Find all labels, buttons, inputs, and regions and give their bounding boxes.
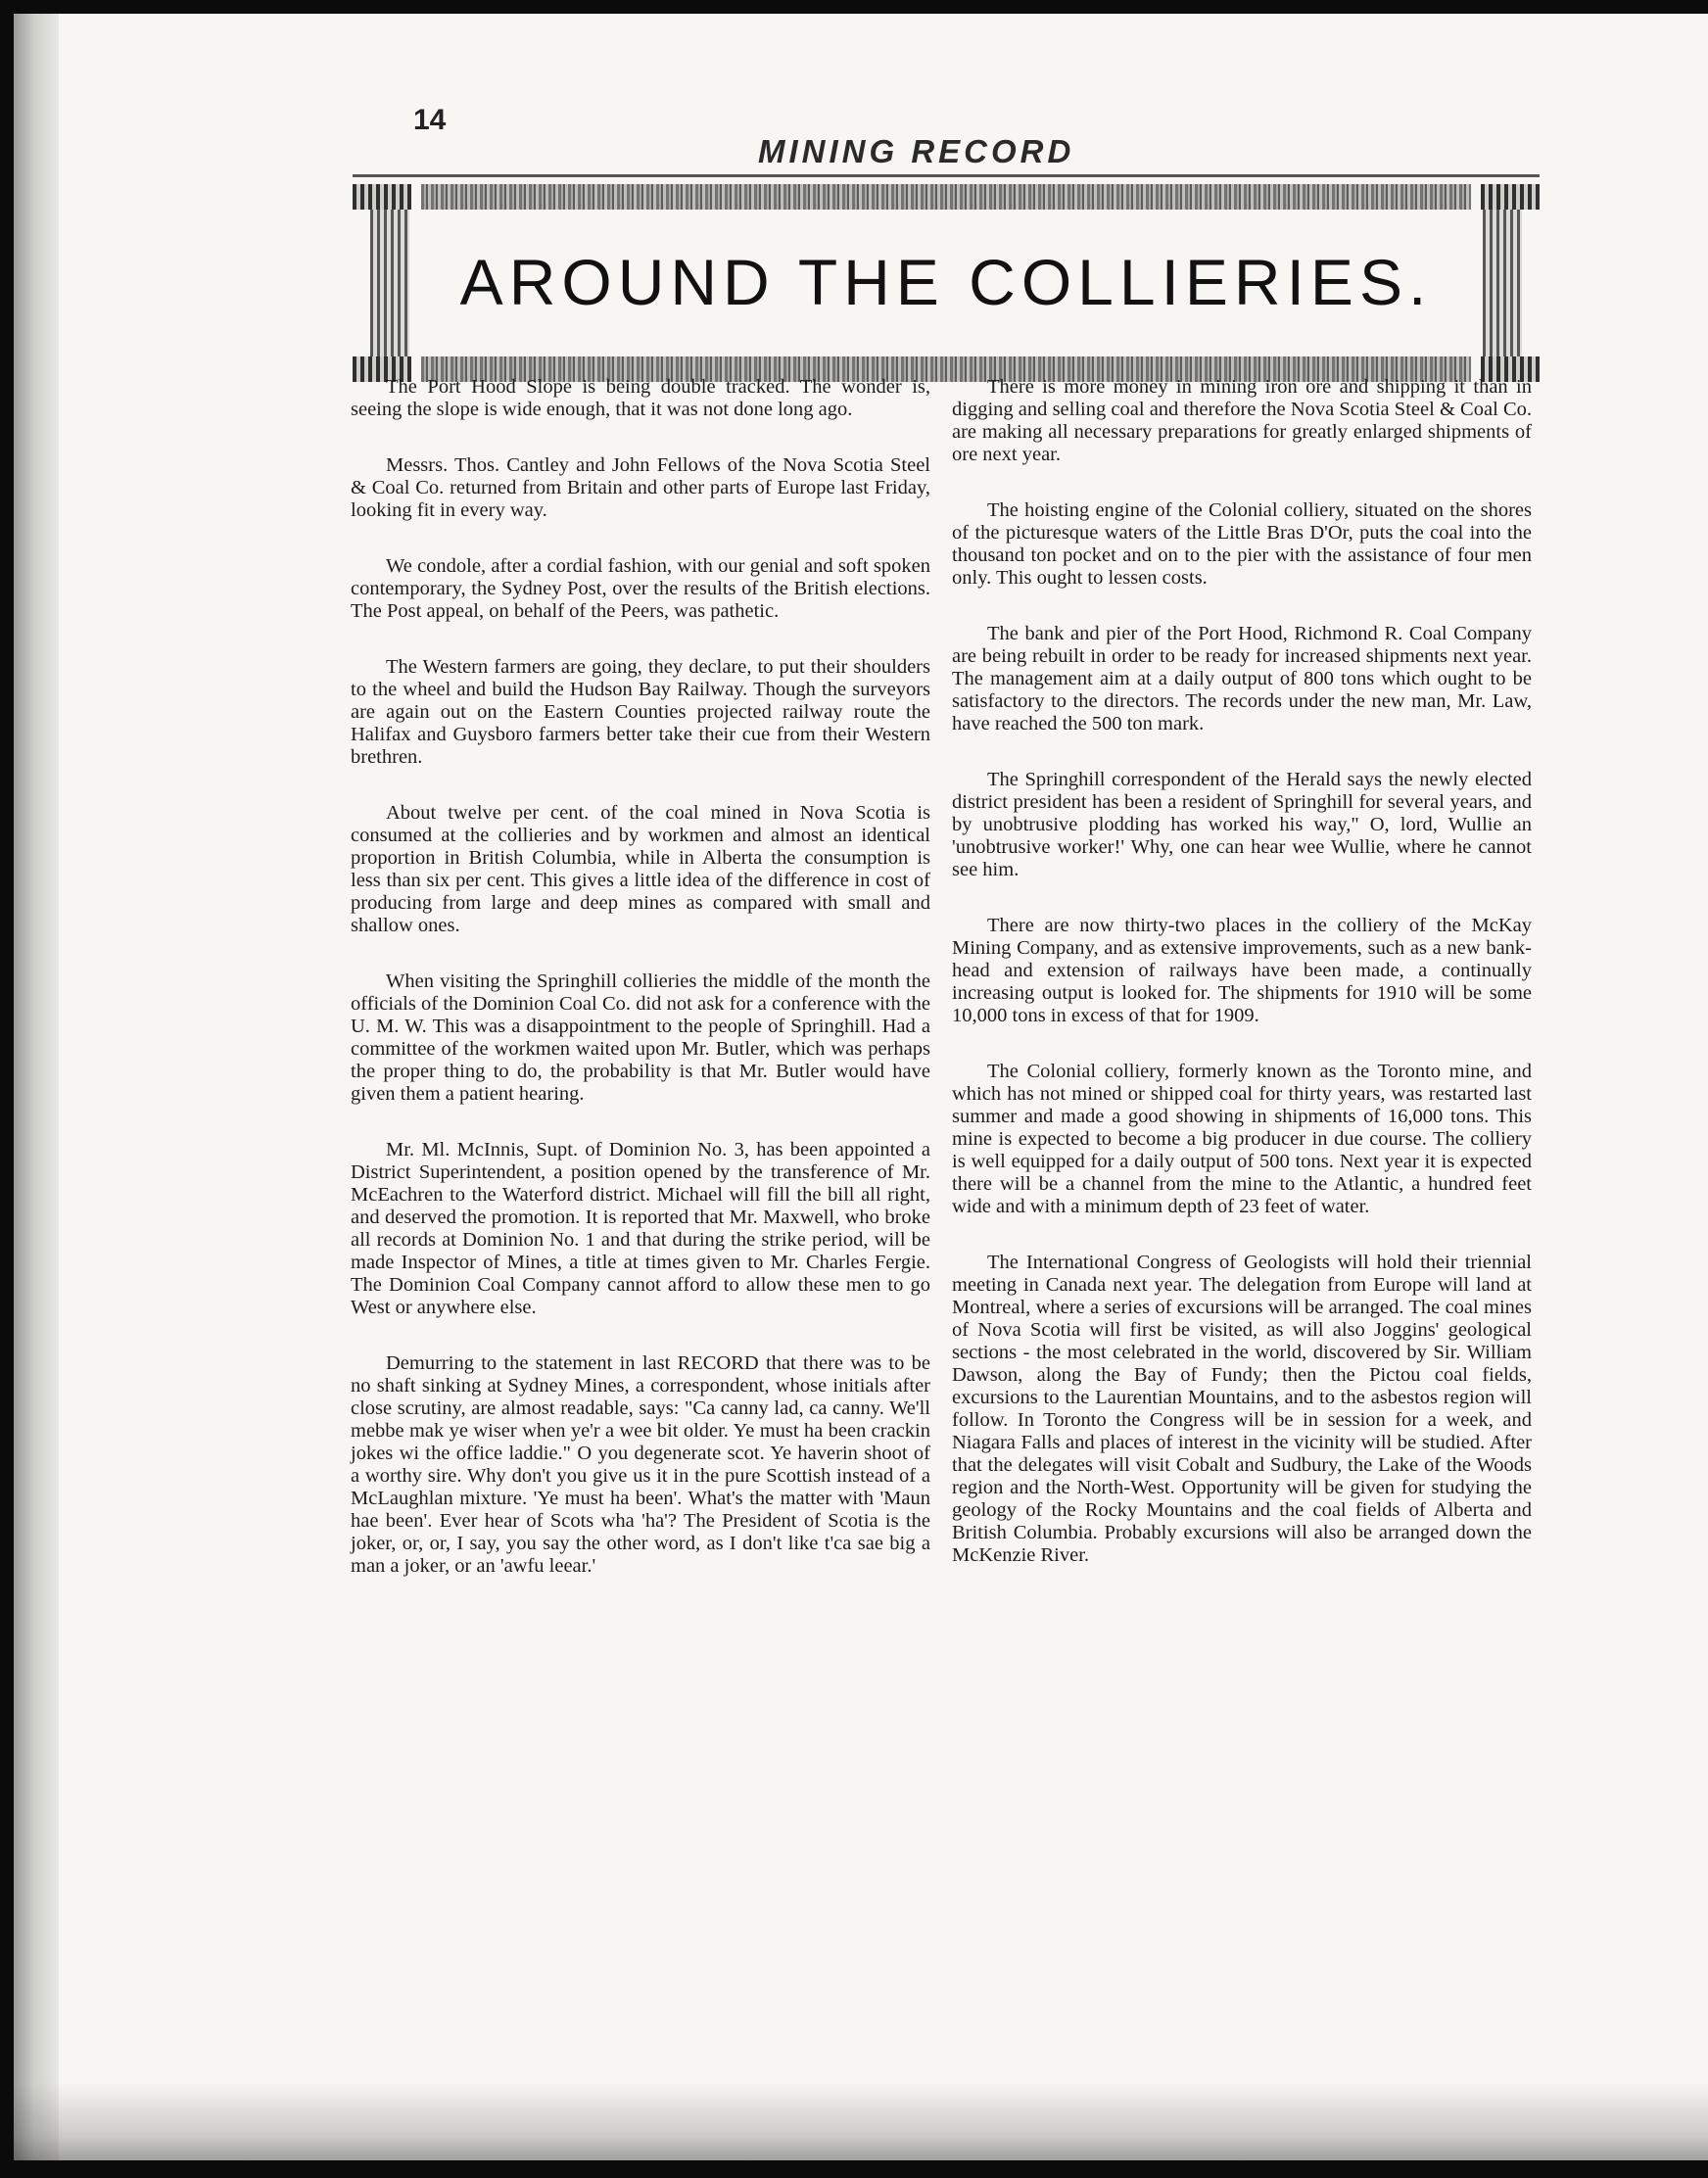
page-bottom-shadow xyxy=(14,2082,1708,2160)
section-title: AROUND THE COLLIERIES. xyxy=(459,246,1433,318)
news-item: The Colonial colliery, formerly known as the Toronto mine, and which has not mined or shipped coal for thirty years, was restarted last summer and made a good showing in shipments of 16,000 tons. This mine is expected to become a big producer in due course. The colliery is well equipped for a daily output of 500 tons. Next year it is expected there will be a channel from the mine to the Atlantic, a hundred feet wide and with a minimum depth of 23 feet of water. xyxy=(952,1061,1532,1217)
left-column xyxy=(351,376,930,1611)
banner-corner-ornament xyxy=(1481,184,1540,210)
banner-top-band xyxy=(421,184,1471,210)
running-head: MINING RECORD xyxy=(758,133,1075,169)
news-item: Mr. Ml. McInnis, Supt. of Dominion No. 3, has been appointed a District Superintendent, a position opened by the transference of Mr. McEachren to the Waterford district. Michael will fill the bill all right, and deserved the promotion. It is reported that Mr. Maxwell, who broke all records at Dominion No. 1 and that during the strike period, will be made Inspector of Mines, a title at times given to Mr. Charles Fergie. The Dominion Coal Company cannot afford to allow these men to go West or anywhere else. xyxy=(351,1139,930,1318)
right-column xyxy=(952,376,1532,1600)
news-item: Messrs. Thos. Cantley and John Fellows of the Nova Scotia Steel & Coal Co. returned from Britain and other parts of Europe last Friday, looking fit in every way. xyxy=(351,454,930,521)
header-rule xyxy=(353,174,1540,177)
news-item: Demurring to the statement in last RECORD that there was to be no shaft sinking at Sydney Mines, a correspondent, whose initials after close scrutiny, are almost readable, says: "Ca canny lad, ca canny. We'll mebbe mak ye wiser when ye'r a wee bit older. Ye must ha been crackin jokes wi the office laddie." O you degenerate scot. Ye haverin shoot of a worthy sire. Why don't you give us it in the pure Scottish instead of a McLaughlan mixture. 'Ye must ha been'. What's the matter with 'Maun hae been'. Ever hear of Scots wha 'ha'? The President of Scotia is the joker, or, or, I say, you say the other word, as I don't like t'ca sae big a man a joker, or an 'awfu leear.' xyxy=(351,1352,930,1577)
news-item: The Springhill correspondent of the Herald says the newly elected district president has been a resident of Springhill for several years, and by unobtrusive plodding has worked his way," O, lord, Wullie an 'unobtrusive worker!' Why, one can hear wee Wullie, where he cannot see him. xyxy=(952,769,1532,880)
news-item: The bank and pier of the Port Hood, Richmond R. Coal Company are being rebuilt in order to be ready for increased shipments next year. The management aim at a daily output of 800 tons which ought to be satisfactory to the directors. The records under the new man, Mr. Law, have reached the 500 ton mark. xyxy=(952,623,1532,734)
page-number: 14 xyxy=(413,104,447,136)
news-item: About twelve per cent. of the coal mined in Nova Scotia is consumed at the collieries and by workmen and almost an identical proportion in British Columbia, while in Alberta the consumption is less than six per cent. This gives a little idea of the difference in cost of producing from large and deep mines as compared with small and shallow ones. xyxy=(351,802,930,936)
news-item: The Western farmers are going, they declare, to put their shoulders to the wheel and build the Hudson Bay Railway. Though the surveyors are again out on the Eastern Counties projected railway route the Halifax and Guysboro farmers better take their cue from their Western brethren. xyxy=(351,656,930,768)
news-item: The Port Hood Slope is being double tracked. The wonder is, seeing the slope is wide enough, that it was not done long ago. xyxy=(351,376,930,420)
page-binding-shadow xyxy=(14,14,59,2160)
news-item: The International Congress of Geologists will hold their triennial meeting in Canada next year. The delegation from Europe will land at Montreal, where a series of excursions will be arranged. The coal mines of Nova Scotia will first be visited, as will also Joggins' geological sections - the most celebrated in the world, discovered by Sir. William Dawson, along the Bay of Fundy; then the Pictou coal fields, excursions to the Laurentian Mountains, and to the asbestos region will follow. In Toronto the Congress will be in session for a week, and Niagara Falls and places of interest in the vicinity will be studied. After that the delegates will visit Cobalt and Sudbury, the Lake of the Woods region and the North-West. Opportunity will be given for studying the geology of the Rocky Mountains and the coal fields of Alberta and British Columbia. Probably excursions will also be arranged down the McKenzie River. xyxy=(952,1252,1532,1566)
document-page xyxy=(14,14,1708,2160)
news-item: We condole, after a cordial fashion, with our genial and soft spoken contemporary, the Sydney Post, over the results of the British elections. The Post appeal, on behalf of the Peers, was pathetic. xyxy=(351,555,930,622)
news-item: There is more money in mining iron ore and shipping it than in digging and selling coal and therefore the Nova Scotia Steel & Coal Co. are making all necessary preparations for greatly enlarged shipments of ore next year. xyxy=(952,376,1532,465)
news-item: The hoisting engine of the Colonial colliery, situated on the shores of the picturesque waters of the Little Bras D'Or, puts the coal into the thousand ton pocket and on to the pier with the assistance of four men only. This ought to lessen costs. xyxy=(952,499,1532,589)
banner-corner-ornament xyxy=(353,184,411,210)
news-item: There are now thirty-two places in the colliery of the McKay Mining Company, and as extensive improvements, such as a new bank-head and extension of railways have been made, a continually increasing output is looked for. The shipments for 1910 will be some 10,000 tons in excess of that for 1909. xyxy=(952,915,1532,1026)
news-item: When visiting the Springhill collieries the middle of the month the officials of the Dominion Coal Co. did not ask for a conference with the U. M. W. This was a disappointment to the people of Springhill. Had a committee of the workmen waited upon Mr. Butler, which was perhaps the proper thing to do, the probability is that Mr. Butler would have given them a patient hearing. xyxy=(351,971,930,1105)
banner-right-post xyxy=(1483,184,1522,382)
section-title-banner xyxy=(353,184,1540,382)
banner-left-post xyxy=(370,184,409,382)
